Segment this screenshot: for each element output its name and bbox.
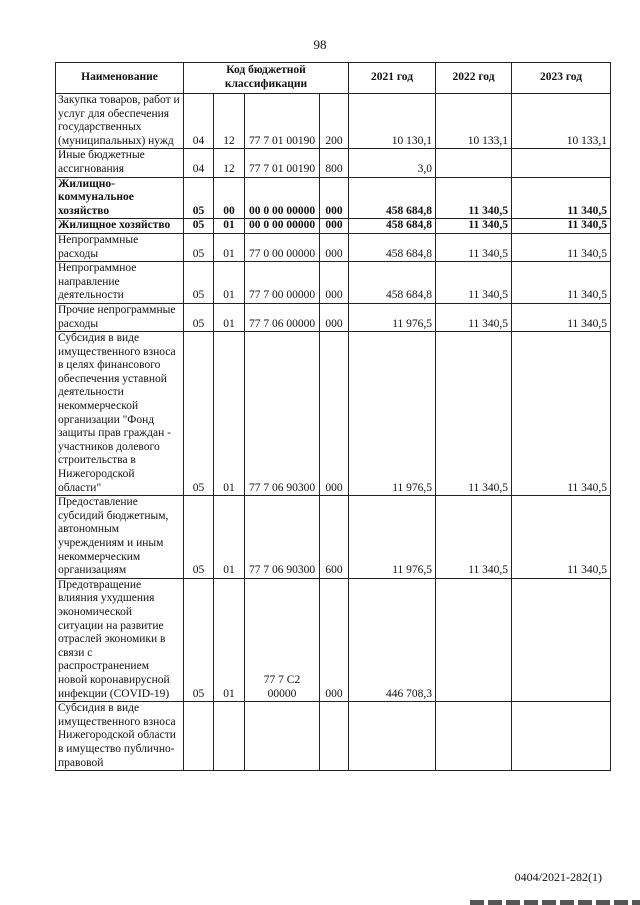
- table-row: [56, 149, 611, 177]
- row-value-2022: 11 340,5: [436, 177, 512, 219]
- row-section: 05: [184, 233, 214, 261]
- header-2023: 2023 год: [512, 63, 611, 94]
- table-row: [56, 219, 611, 234]
- row-value-2023: [512, 578, 611, 701]
- row-value-2022: [436, 702, 512, 771]
- row-value-2023: 11 340,5: [512, 262, 611, 304]
- page-number: 98: [313, 37, 327, 52]
- header-2022: 2022 год: [436, 63, 512, 94]
- row-subsection: 01: [214, 219, 245, 234]
- table-row: [56, 702, 611, 771]
- budget-table-container: [55, 62, 610, 771]
- row-name: Предотвращение влияния ухудшения экономической ситуации на развитие отраслей экономики в связи с распространением новой коронавирусной инфекции (COVID-19): [56, 578, 184, 701]
- row-name: Субсидия в виде имущественного взноса Нижегородской области в имущество публично-правовой: [56, 702, 184, 771]
- row-target-article: 77 7 00 00000: [245, 262, 320, 304]
- row-value-2021: 3,0: [349, 149, 436, 177]
- row-value-2021: 458 684,8: [349, 233, 436, 261]
- row-section: 05: [184, 332, 214, 496]
- row-value-2022: 10 133,1: [436, 94, 512, 149]
- row-value-2021: 11 976,5: [349, 303, 436, 331]
- row-target-article: [245, 702, 320, 771]
- row-target-article: 77 7 06 90300: [245, 332, 320, 496]
- row-section: 05: [184, 262, 214, 304]
- row-value-2022: 11 340,5: [436, 303, 512, 331]
- row-subsection: 01: [214, 332, 245, 496]
- row-expense-type: 800: [320, 149, 349, 177]
- row-name: Жилищное хозяйство: [56, 219, 184, 234]
- row-name: Непрограммные расходы: [56, 233, 184, 261]
- row-value-2022: 11 340,5: [436, 262, 512, 304]
- row-value-2021: 458 684,8: [349, 219, 436, 234]
- row-subsection: 00: [214, 177, 245, 219]
- row-value-2022: 11 340,5: [436, 219, 512, 234]
- row-value-2022: [436, 578, 512, 701]
- row-target-article: 77 7 01 00190: [245, 149, 320, 177]
- row-subsection: 01: [214, 262, 245, 304]
- row-value-2021: 11 976,5: [349, 496, 436, 579]
- row-value-2022: 11 340,5: [436, 233, 512, 261]
- row-subsection: 01: [214, 496, 245, 579]
- row-section: [184, 702, 214, 771]
- row-section: 04: [184, 94, 214, 149]
- row-expense-type: 000: [320, 332, 349, 496]
- row-target-article: 00 0 00 00000: [245, 177, 320, 219]
- document-id: 0404/2021-282(1): [514, 870, 602, 884]
- table-header-row: [56, 63, 611, 94]
- table-row: [56, 262, 611, 304]
- row-target-article: 77 7 01 00190: [245, 94, 320, 149]
- row-value-2023: 11 340,5: [512, 303, 611, 331]
- row-value-2021: 10 130,1: [349, 94, 436, 149]
- row-value-2023: [512, 702, 611, 771]
- row-target-article: 77 7 06 00000: [245, 303, 320, 331]
- row-value-2022: [436, 149, 512, 177]
- row-section: 05: [184, 219, 214, 234]
- row-value-2021: 458 684,8: [349, 177, 436, 219]
- row-target-article: 77 7 С2 00000: [245, 578, 320, 701]
- table-row: [56, 303, 611, 331]
- row-expense-type: 200: [320, 94, 349, 149]
- row-value-2022: 11 340,5: [436, 496, 512, 579]
- header-2021: 2021 год: [349, 63, 436, 94]
- row-value-2021: [349, 702, 436, 771]
- row-name: Прочие непрограммные расходы: [56, 303, 184, 331]
- row-section: 05: [184, 578, 214, 701]
- row-name: Непрограммное направление деятельности: [56, 262, 184, 304]
- row-value-2023: 11 340,5: [512, 332, 611, 496]
- row-subsection: 12: [214, 94, 245, 149]
- row-subsection: [214, 702, 245, 771]
- row-value-2023: 11 340,5: [512, 177, 611, 219]
- row-section: 05: [184, 496, 214, 579]
- budget-table: [55, 62, 611, 771]
- row-target-article: 77 0 00 00000: [245, 233, 320, 261]
- row-name: Закупка товаров, работ и услуг для обеспечения государственных (муниципальных) нужд: [56, 94, 184, 149]
- row-value-2023: 11 340,5: [512, 219, 611, 234]
- row-value-2023: [512, 149, 611, 177]
- row-name: Жилищно-коммунальное хозяйство: [56, 177, 184, 219]
- table-row: [56, 496, 611, 579]
- row-value-2021: 458 684,8: [349, 262, 436, 304]
- row-name: Иные бюджетные ассигнования: [56, 149, 184, 177]
- header-name: Наименование: [56, 63, 184, 94]
- table-row: [56, 94, 611, 149]
- row-value-2022: 11 340,5: [436, 332, 512, 496]
- row-section: 05: [184, 177, 214, 219]
- row-subsection: 01: [214, 303, 245, 331]
- row-value-2021: 11 976,5: [349, 332, 436, 496]
- row-section: 05: [184, 303, 214, 331]
- row-value-2023: 11 340,5: [512, 496, 611, 579]
- row-expense-type: [320, 702, 349, 771]
- row-value-2023: 10 133,1: [512, 94, 611, 149]
- row-subsection: 01: [214, 578, 245, 701]
- row-target-article: 00 0 00 00000: [245, 219, 320, 234]
- header-code: Код бюджетной классификации: [184, 63, 349, 94]
- table-row: [56, 332, 611, 496]
- row-expense-type: 000: [320, 262, 349, 304]
- row-expense-type: 000: [320, 233, 349, 261]
- row-subsection: 12: [214, 149, 245, 177]
- table-row: [56, 233, 611, 261]
- row-name: Предоставление субсидий бюджетным, автономным учреждениям и иным некоммерческим организациям: [56, 496, 184, 579]
- row-expense-type: 000: [320, 177, 349, 219]
- table-row: [56, 177, 611, 219]
- row-expense-type: 600: [320, 496, 349, 579]
- row-section: 04: [184, 149, 214, 177]
- row-name: Субсидия в виде имущественного взноса в целях финансового обеспечения уставной деятельности некоммерческой организации "Фонд защиты прав граждан - участников долевого строительства в Нижегородской области": [56, 332, 184, 496]
- row-value-2023: 11 340,5: [512, 233, 611, 261]
- row-value-2021: 446 708,3: [349, 578, 436, 701]
- row-expense-type: 000: [320, 578, 349, 701]
- row-subsection: 01: [214, 233, 245, 261]
- row-expense-type: 000: [320, 303, 349, 331]
- row-target-article: 77 7 06 90300: [245, 496, 320, 579]
- row-expense-type: 000: [320, 219, 349, 234]
- scan-edge-mark: [470, 900, 640, 905]
- table-row: [56, 578, 611, 701]
